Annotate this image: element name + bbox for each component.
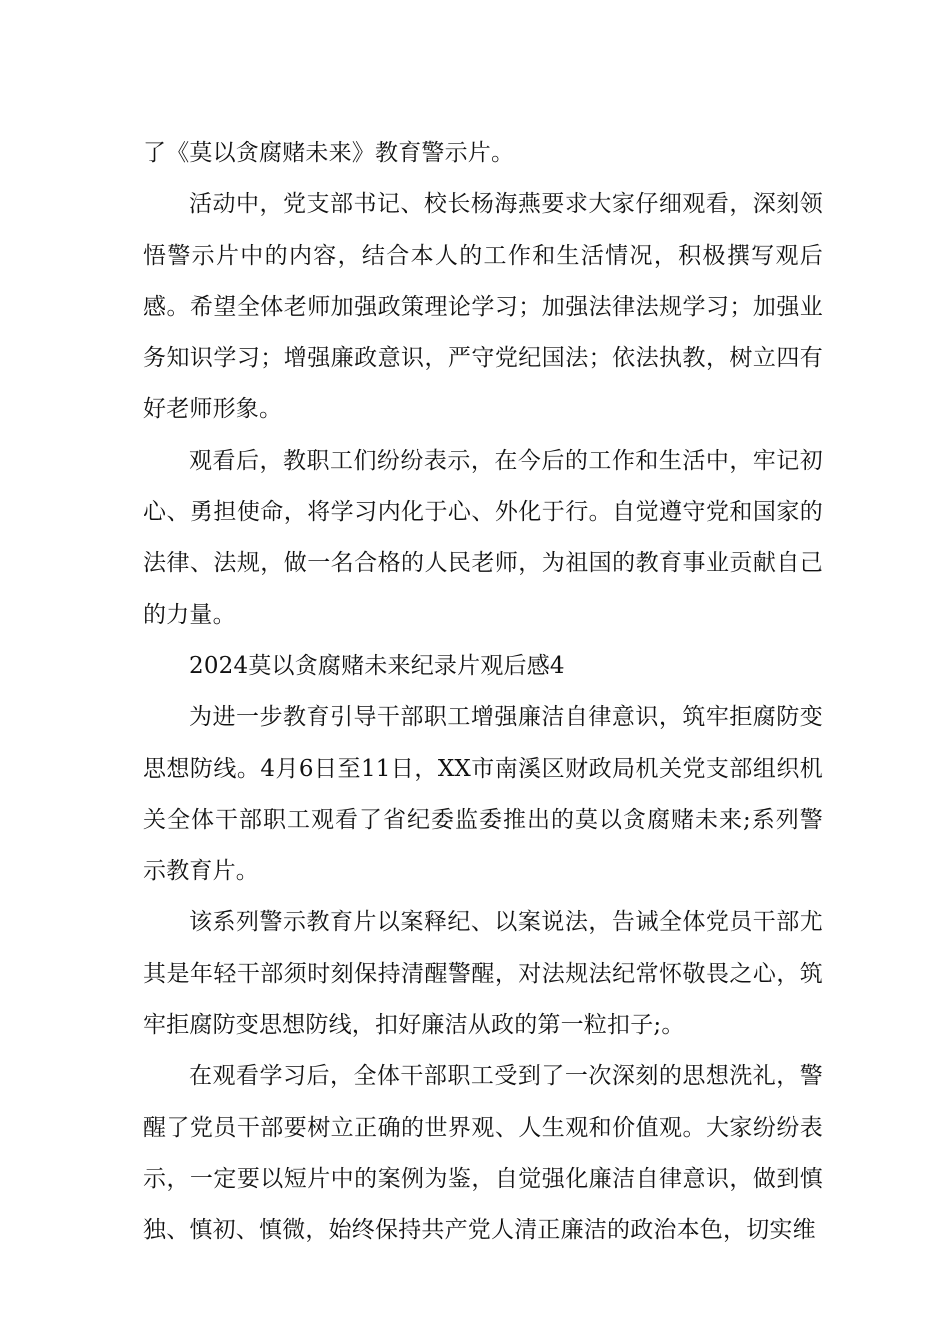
paragraph-reflection: 在观看学习后，全体干部职工受到了一次深刻的思想洗礼，警醒了党员干部要树立正确的世界观、人生观和价值观。大家纷纷表示，一定要以短片中的案例为鉴，自觉强化廉洁自律意识，做到慎独、慎初、慎微，始终保持共产党人清正廉洁的政治本色，切实维 bbox=[143, 1063, 823, 1244]
paragraph-series: 该系列警示教育片以案释纪、以案说法，告诫全体党员干部尤其是年轻干部须时刻保持清醒警醒，对法规法纪常怀敬畏之心，筑牢拒腐防变思想防线，扣好廉洁从政的第一粒扣子;。 bbox=[143, 909, 823, 1039]
paragraph-intro: 为进一步教育引导干部职工增强廉洁自律意识，筑牢拒腐防变思想防线。4月6日至11日，XX市南溪区财政局机关党支部组织机关全体干部职工观看了省纪委监委推出的莫以贪腐赌未来;系列警示教育片。 bbox=[143, 704, 823, 885]
paragraph-activity: 活动中，党支部书记、校长杨海燕要求大家仔细观看，深刻领悟警示片中的内容，结合本人的工作和生活情况，积极撰写观后感。希望全体老师加强政策理论学习；加强法律法规学习；加强业务知识学习；增强廉政意识，严守党纪国法；依法执教，树立四有好老师形象。 bbox=[143, 191, 823, 423]
section-heading: 2024莫以贪腐赌未来纪录片观后感4 bbox=[189, 652, 565, 679]
paragraph-after-viewing: 观看后，教职工们纷纷表示，在今后的工作和生活中，牢记初心、勇担使命，将学习内化于心、外化于行。自觉遵守党和国家的法律、法规，做一名合格的人民老师，为祖国的教育事业贡献自己的力量。 bbox=[143, 447, 823, 628]
document-body bbox=[143, 128, 823, 1257]
paragraph-continuation: 了《莫以贪腐赌未来》教育警示片。 bbox=[143, 140, 515, 166]
